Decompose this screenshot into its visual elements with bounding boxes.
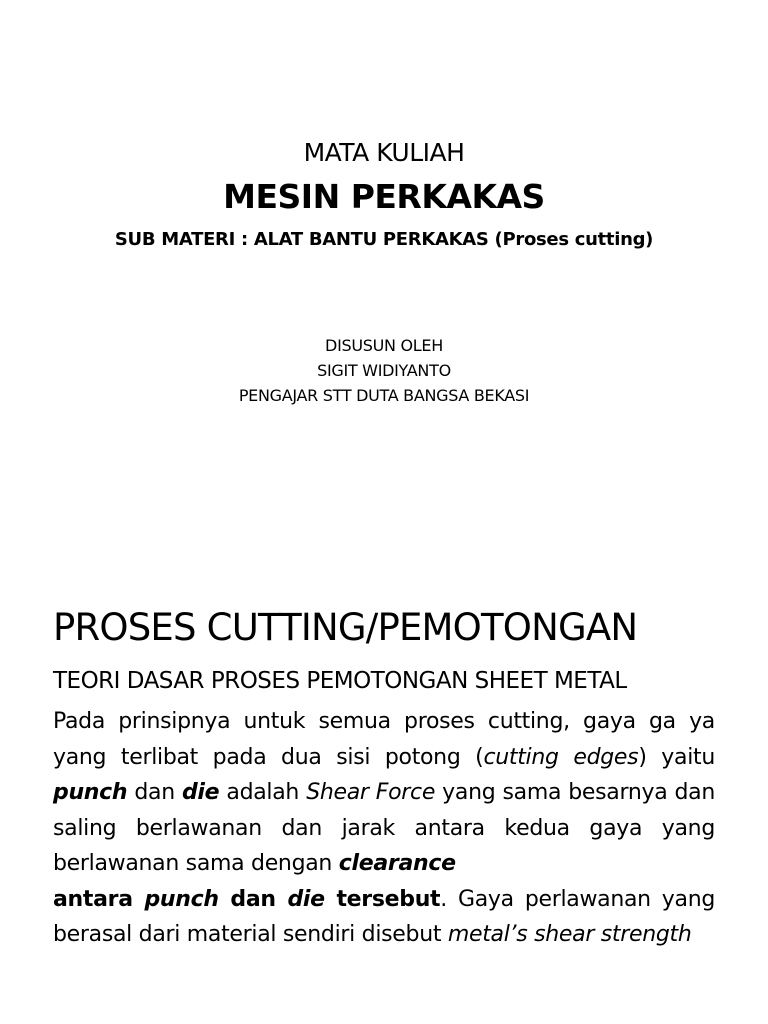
body-text-bold-italic: clearance xyxy=(338,851,456,876)
body-text-italic: cutting edges xyxy=(483,744,639,770)
body-text-italic: Shear Force xyxy=(306,780,436,805)
slide-heading: PROSES CUTTING/PEMOTONGAN xyxy=(53,606,638,649)
body-text-italic: metal’s shear strength xyxy=(447,922,692,947)
body-text: adalah xyxy=(219,780,307,805)
course-label: MATA KULIAH xyxy=(303,138,465,167)
body-text-bold: dan xyxy=(218,886,288,912)
content-slide xyxy=(0,576,768,1024)
body-text: Pada prinsipnya untuk semua proses cutting, gaya ga ya yang terlibat pada dua sisi potong ( xyxy=(53,709,715,770)
body-text-bold-italic: die xyxy=(181,780,220,805)
body-text-bold-italic: die xyxy=(287,886,325,912)
body-text-bold: antara xyxy=(53,886,145,912)
body-text: . Gaya perlawanan yang berasal dari material sendiri disebut xyxy=(53,886,716,947)
author-line-name: SIGIT WIDIYANTO xyxy=(317,361,451,380)
course-subtitle: SUB MATERI : ALAT BANTU PERKAKAS (Proses cutting) xyxy=(114,229,654,250)
body-text: dan xyxy=(127,780,182,805)
body-text-bold-italic: punch xyxy=(53,780,128,805)
author-line-prepared-by: DISUSUN OLEH xyxy=(325,336,443,355)
body-text: ) yaitu xyxy=(638,744,715,770)
body-text-bold-italic: punch xyxy=(144,886,219,912)
course-title: MESIN PERKAKAS xyxy=(223,177,545,216)
author-line-institution: PENGAJAR STT DUTA BANGSA BEKASI xyxy=(238,386,530,405)
slide-subheading: TEORI DASAR PROSES PEMOTONGAN SHEET METAL xyxy=(53,668,627,694)
body-text-bold: tersebut xyxy=(324,886,441,912)
body-text: yang sama besarnya dan saling berlawanan dan jarak antara kedua gaya yang berlawanan sama dengan xyxy=(53,780,715,876)
slide-body-paragraph xyxy=(53,704,715,953)
